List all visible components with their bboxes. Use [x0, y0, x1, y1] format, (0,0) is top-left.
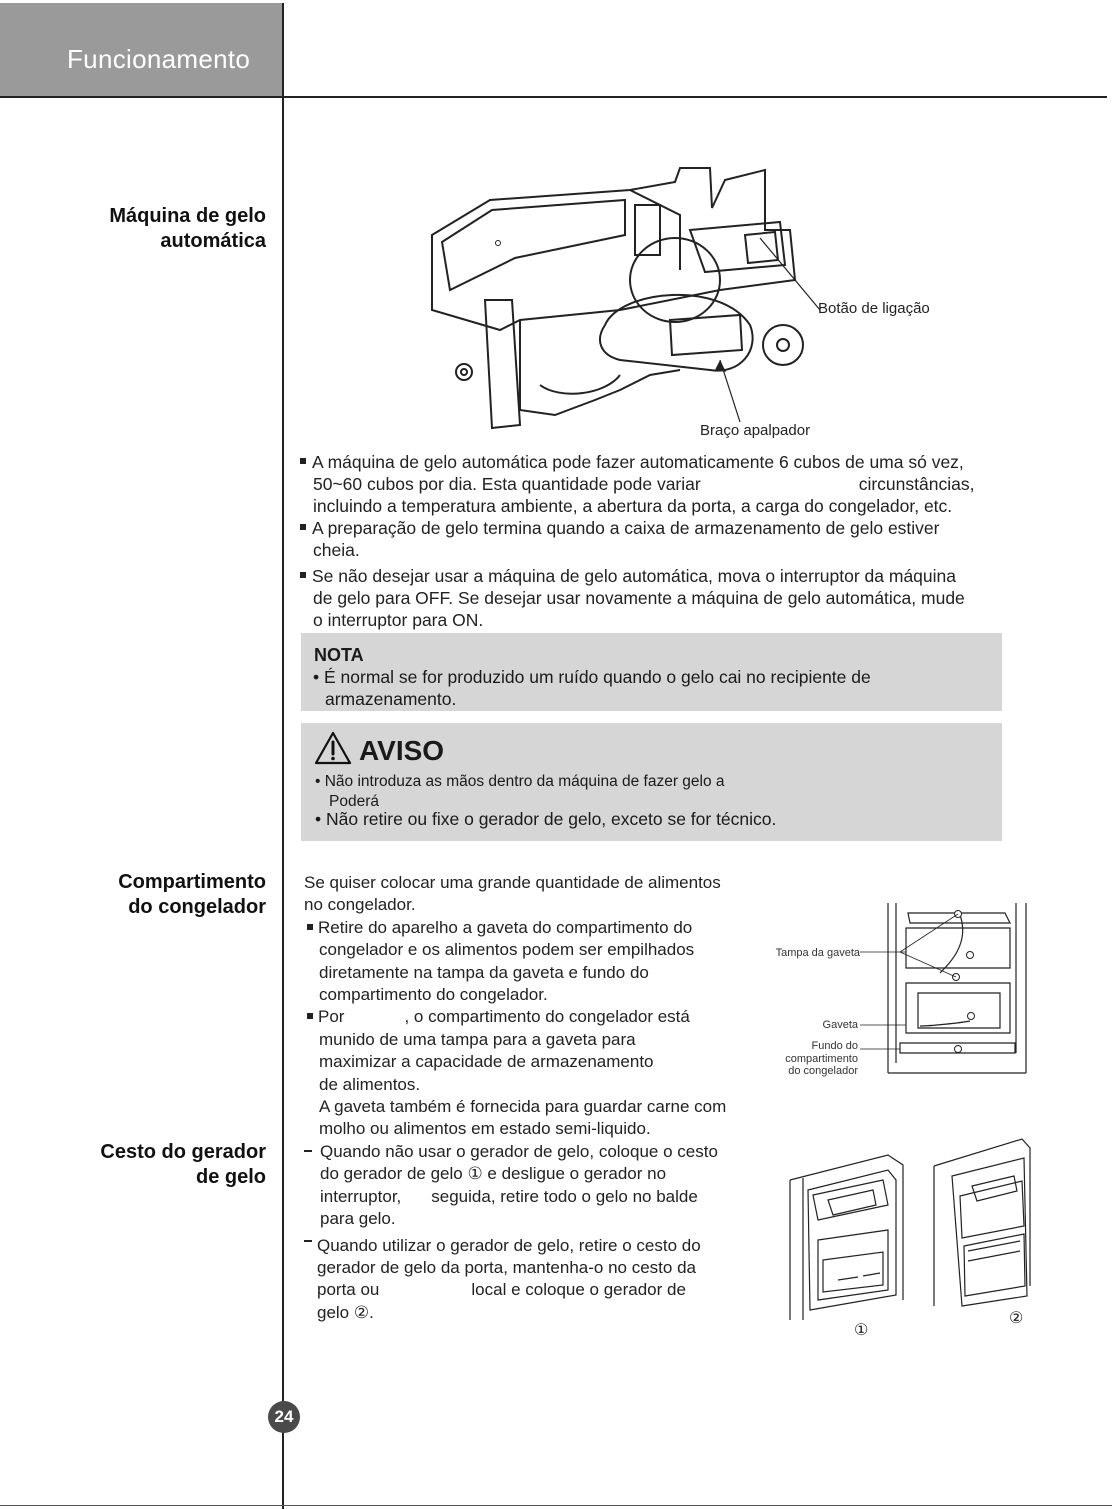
text-line: gelo ②. [317, 1302, 374, 1322]
bullet-text: A máquina de gelo automática pode fazer automaticamente 6 cubos de uma só vez, [312, 452, 964, 472]
page-title: Funcionamento [67, 44, 251, 74]
freezer-text [304, 872, 784, 1141]
bullet-marker [300, 458, 306, 464]
heading-line: automática [160, 230, 266, 252]
ice-maker-bullet-3 [300, 565, 1040, 631]
label-drawer-cover: Tampa da gaveta [775, 947, 860, 959]
text-line [304, 1279, 784, 1301]
text-line: , o compartimento do congelador está [404, 1007, 690, 1027]
dash-marker [304, 1150, 312, 1152]
bullet-text: incluindo a temperatura ambiente, a abertura da porta, a carga do congelador, etc. [313, 496, 953, 516]
text-line: para gelo. [320, 1209, 396, 1229]
text-line: diretamente na tampa da gaveta e fundo do [319, 962, 649, 982]
text-line: congelador e os alimentos podem ser empilhados [319, 940, 695, 960]
note-line: armazenamento. [325, 689, 457, 709]
bullet-marker [307, 1013, 313, 1019]
note-text [313, 666, 973, 710]
bottom-divider [0, 1505, 1112, 1506]
text-line: Por [318, 1007, 345, 1027]
bullet-text: cheia. [313, 540, 360, 560]
text-segment: porta ou [317, 1280, 380, 1300]
text-segment: seguida, retire todo o gelo no balde [431, 1186, 698, 1206]
bullet-text: A preparação de gelo termina quando a caixa de armazenamento de gelo estiver [312, 518, 940, 538]
text-line: do gerador de gelo ① e desligue o gerador no [320, 1164, 667, 1184]
figure-label-1: ① [854, 1322, 869, 1339]
text-line: Quando não usar o gerador de gelo, coloque o cesto [320, 1142, 718, 1161]
ice-basket-illustration-2 [932, 1136, 1032, 1308]
bullet-text: Se não desejar usar a máquina de gelo automática, mova o interruptor da máquina [312, 566, 957, 586]
text-segment: interruptor, [320, 1186, 402, 1206]
text-line: munido de uma tampa para a gaveta para [319, 1029, 636, 1049]
warning-line: Poderá [329, 793, 379, 810]
warning-title: AVISO [359, 735, 445, 766]
heading-line: de gelo [195, 1166, 266, 1188]
label-line: Fundo do [811, 1040, 858, 1052]
note-line: • É normal se for produzido um ruído quando o gelo cai no recipiente de [313, 667, 871, 687]
section-heading-ice-basket [100, 1140, 266, 1190]
text-line: Quando utilizar o gerador de gelo, retire o cesto do [317, 1235, 701, 1255]
section-heading-ice-maker [109, 204, 266, 254]
bullet-text: 50~60 cubos por dia. Esta quantidade pode variar [313, 474, 701, 494]
ice-maker-bullet-1 [300, 451, 1040, 517]
text-segment: local e coloque o gerador de [471, 1280, 686, 1300]
dash-marker [304, 1240, 312, 1242]
warning-box [301, 723, 1002, 841]
heading-line: do congelador [128, 896, 266, 918]
figure-label-2: ② [1009, 1310, 1024, 1327]
bullet-text-line [300, 473, 1040, 495]
heading-line: Cesto do gerador [100, 1141, 266, 1163]
ice-basket-para-2 [304, 1235, 784, 1325]
text-line: compartimento do congelador. [319, 985, 548, 1005]
warning-line: • Não introduza as mãos dentro da máquina de fazer gelo a [315, 773, 725, 790]
text-line: no congelador. [304, 895, 416, 915]
text-line [304, 1186, 784, 1208]
label-line: compartimento [785, 1052, 858, 1065]
freezer-bullet-2 [304, 1006, 784, 1140]
warning-text [315, 772, 725, 812]
freezer-bullet-1 [304, 917, 784, 1007]
note-box [301, 633, 1002, 711]
label-freezer-bottom [740, 1040, 858, 1078]
bullet-text: circunstâncias, [858, 474, 975, 494]
ice-basket-illustration-1 [788, 1140, 906, 1320]
note-title: NOTA [314, 645, 364, 665]
text-line: maximizar a capacidade de armazenamento [319, 1052, 654, 1072]
label-feeler-arm: Braço apalpador [700, 422, 811, 439]
ice-basket-text [304, 1141, 784, 1324]
text-line: Retire do aparelho a gaveta do compartimento do [318, 917, 693, 937]
label-on-off-switch: Botão de ligação [818, 300, 930, 317]
ice-maker-bullet-2 [300, 517, 1040, 561]
label-drawer: Gaveta [822, 1019, 858, 1031]
page-number-badge: 24 [268, 1401, 300, 1433]
text-line: molho ou alimentos em estado semi-liquido. [319, 1119, 651, 1139]
ice-basket-para-1 [304, 1141, 784, 1231]
bullet-text: o interruptor para ON. [313, 610, 484, 630]
heading-line: Máquina de gelo [109, 205, 266, 227]
column-divider [282, 3, 284, 1509]
bullet-marker [307, 924, 313, 930]
section-heading-freezer [118, 870, 266, 920]
bullet-text: de gelo para OFF. Se desejar usar novamente a máquina de gelo automática, mude [313, 588, 965, 608]
text-line: Se quiser colocar uma grande quantidade de alimentos [304, 873, 721, 892]
label-line: do congelador [788, 1065, 858, 1077]
bullet-marker [300, 524, 306, 530]
text-line: gerador de gelo da porta, mantenha-o no cesto da [317, 1258, 696, 1278]
warning-line: • Não retire ou fixe o gerador de gelo, exceto se for técnico. [315, 809, 777, 829]
header-divider [0, 96, 1107, 98]
freezer-drawer-illustration [860, 903, 1030, 1075]
bullet-marker [300, 572, 306, 578]
text-line: de alimentos. [319, 1074, 421, 1094]
warning-triangle-icon [313, 730, 353, 766]
heading-line: Compartimento [118, 871, 266, 893]
text-line: A gaveta também é fornecida para guardar carne com [319, 1097, 727, 1117]
